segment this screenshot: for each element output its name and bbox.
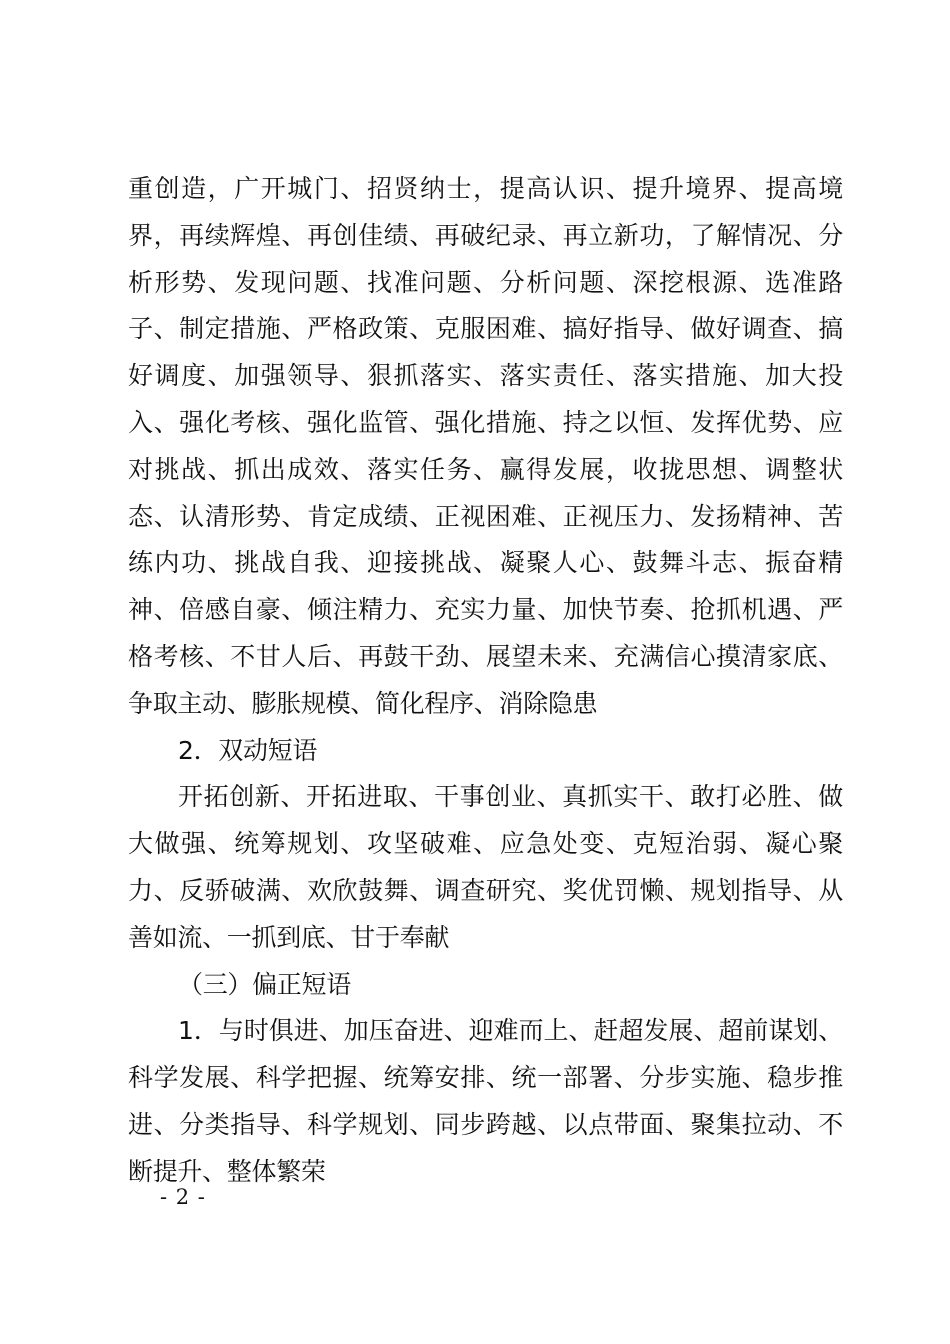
heading-double-verb-phrases: 2．双动短语 bbox=[178, 735, 318, 765]
paragraph-continued-phrases: 重创造，广开城门、招贤纳士，提高认识、提升境界、提高境界，再续辉煌、再创佳绩、再破纪录、再立新功，了解情况、分析形势、发现问题、找准问题、分析问题、深挖根源、选准路子、制定措施、严格政策、克服困难、搞好指导、做好调查、搞好调度、加强领导、狠抓落实、落实责任、落实措施、加大投入、强化考核、强化监管、强化措施、持之以恒、发挥优势、应对挑战、抓出成效、落实任务、赢得发展，收拢思想、调整状态、认清形势、肯定成绩、正视困难、正视压力、发扬精神、苦练内功、挑战自我、迎接挑战、凝聚人心、鼓舞斗志、振奋精神、倍感自豪、倾注精力、充实力量、加快节奏、抢抓机遇、严格考核、不甘人后、再鼓干劲、展望未来、充满信心摸清家底、争取主动、膨胀规模、简化程序、消除隐患 bbox=[128, 174, 843, 718]
paragraph-modifier-phrases: 1．与时俱进、加压奋进、迎难而上、赶超发展、超前谋划、科学发展、科学把握、统筹安排、统一部署、分步实施、稳步推进、分类指导、科学规划、同步跨越、以点带面、聚集拉动、不断提升、整体繁荣 bbox=[128, 1016, 843, 1186]
page-number: - 2 - bbox=[160, 1185, 206, 1209]
heading-modifier-phrases: （三）偏正短语 bbox=[178, 969, 351, 999]
document-body bbox=[128, 166, 843, 1196]
paragraph-double-verb-phrases: 开拓创新、开拓进取、干事创业、真抓实干、敢打必胜、做大做强、统筹规划、攻坚破难、应急处变、克短治弱、凝心聚力、反骄破满、欢欣鼓舞、调查研究、奖优罚懒、规划指导、从善如流、一抓到底、甘于奉献 bbox=[128, 782, 843, 952]
